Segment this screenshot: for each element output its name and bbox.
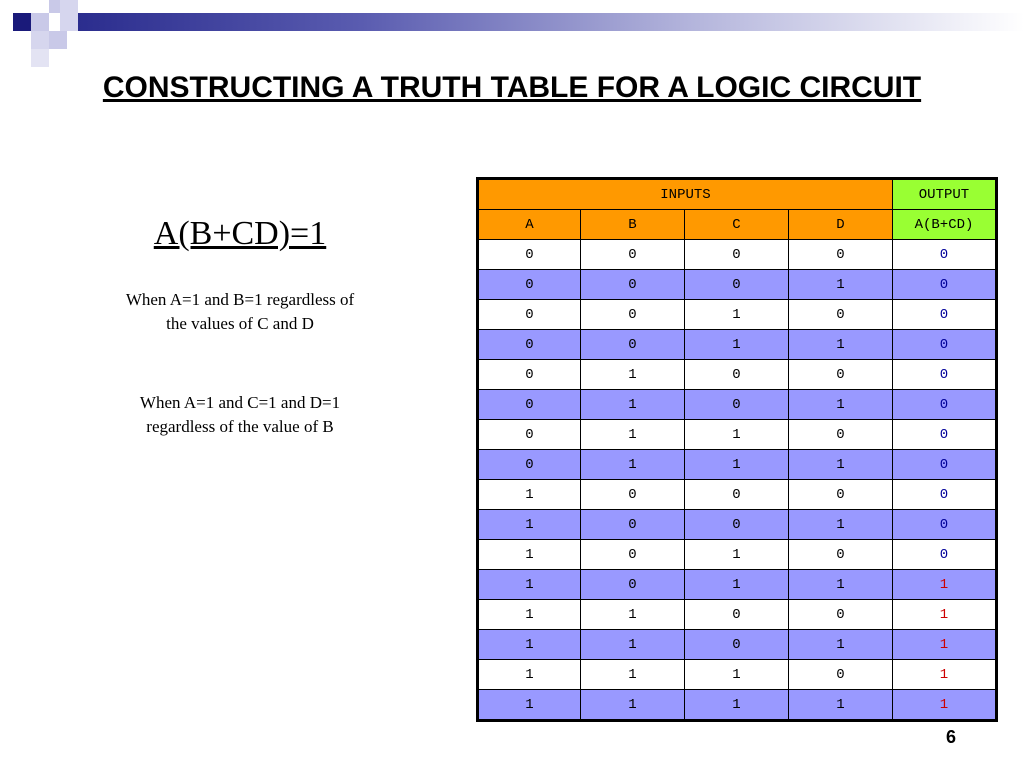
input-cell: 1	[581, 390, 685, 420]
column-header-row	[478, 210, 997, 240]
input-cell: 1	[685, 300, 789, 330]
ornament-square-dark	[13, 13, 31, 31]
input-cell: 1	[581, 450, 685, 480]
input-cell: 0	[581, 330, 685, 360]
output-cell: 0	[893, 480, 997, 510]
output-cell: 1	[893, 660, 997, 690]
input-cell: 1	[685, 420, 789, 450]
input-cell: 1	[478, 600, 581, 630]
input-cell: 1	[789, 330, 893, 360]
output-cell: 1	[893, 600, 997, 630]
input-cell: 1	[789, 630, 893, 660]
input-cell: 0	[478, 420, 581, 450]
input-cell: 1	[478, 540, 581, 570]
output-header: OUTPUT	[893, 179, 997, 210]
input-cell: 0	[478, 270, 581, 300]
input-cell: 0	[581, 300, 685, 330]
ornament-square-light	[31, 49, 49, 67]
input-cell: 1	[581, 690, 685, 721]
input-cell: 0	[581, 570, 685, 600]
column-header-a: A	[478, 210, 581, 240]
table-row	[478, 240, 997, 270]
slide-title: CONSTRUCTING A TRUTH TABLE FOR A LOGIC CIRCUIT	[102, 71, 922, 104]
input-cell: 1	[685, 570, 789, 600]
output-cell: 0	[893, 450, 997, 480]
table-row	[478, 600, 997, 630]
ornament-square-blank	[13, 31, 31, 49]
input-cell: 1	[789, 690, 893, 721]
table-row	[478, 360, 997, 390]
output-cell: 0	[893, 540, 997, 570]
column-header-d: D	[789, 210, 893, 240]
group-header-row	[478, 179, 997, 210]
truth-table	[476, 177, 998, 722]
input-cell: 1	[789, 390, 893, 420]
input-cell: 1	[685, 330, 789, 360]
table-row	[478, 690, 997, 721]
input-cell: 0	[478, 330, 581, 360]
input-cell: 1	[685, 540, 789, 570]
output-cell: 0	[893, 420, 997, 450]
page-number: 6	[946, 727, 957, 747]
input-cell: 1	[789, 570, 893, 600]
input-cell: 0	[478, 300, 581, 330]
output-cell: 1	[893, 570, 997, 600]
input-cell: 1	[478, 570, 581, 600]
output-cell: 0	[893, 240, 997, 270]
ornament-square-light	[49, 31, 67, 49]
output-cell: 0	[893, 360, 997, 390]
column-header-b: B	[581, 210, 685, 240]
output-cell: 0	[893, 510, 997, 540]
table-row	[478, 660, 997, 690]
input-cell: 0	[685, 360, 789, 390]
ornament-square-light	[31, 31, 49, 49]
input-cell: 1	[685, 690, 789, 721]
input-cell: 1	[478, 480, 581, 510]
input-cell: 0	[581, 240, 685, 270]
input-cell: 1	[789, 270, 893, 300]
table-row	[478, 420, 997, 450]
input-cell: 0	[685, 630, 789, 660]
input-cell: 1	[478, 690, 581, 721]
input-cell: 0	[789, 480, 893, 510]
table-row	[478, 510, 997, 540]
input-cell: 0	[789, 240, 893, 270]
output-cell: 0	[893, 270, 997, 300]
input-cell: 0	[685, 240, 789, 270]
input-cell: 0	[685, 390, 789, 420]
input-cell: 1	[685, 450, 789, 480]
input-cell: 0	[685, 270, 789, 300]
input-cell: 1	[581, 660, 685, 690]
input-cell: 0	[685, 600, 789, 630]
input-cell: 0	[478, 450, 581, 480]
table-row	[478, 270, 997, 300]
input-cell: 0	[789, 660, 893, 690]
table-row	[478, 570, 997, 600]
boolean-expression: A(B+CD)=1	[153, 215, 327, 252]
table-row	[478, 630, 997, 660]
input-cell: 1	[685, 660, 789, 690]
input-cell: 0	[581, 480, 685, 510]
note-condition-2: When A=1 and C=1 and D=1 regardless of the value of B	[139, 393, 341, 436]
output-cell: 1	[893, 690, 997, 721]
ornament-square-light	[31, 13, 49, 31]
input-cell: 1	[789, 510, 893, 540]
output-cell: 0	[893, 390, 997, 420]
input-cell: 1	[581, 600, 685, 630]
input-cell: 1	[581, 630, 685, 660]
table-row	[478, 330, 997, 360]
output-cell: 0	[893, 330, 997, 360]
column-header-output: A(B+CD)	[893, 210, 997, 240]
input-cell: 0	[789, 360, 893, 390]
column-header-c: C	[685, 210, 789, 240]
table-row	[478, 300, 997, 330]
truth-table-body	[478, 240, 997, 721]
input-cell: 0	[789, 420, 893, 450]
inputs-header: INPUTS	[478, 179, 893, 210]
input-cell: 1	[478, 510, 581, 540]
input-cell: 1	[581, 420, 685, 450]
output-cell: 1	[893, 630, 997, 660]
table-row	[478, 480, 997, 510]
note-condition-1: When A=1 and B=1 regardless of the values of C and D	[125, 290, 355, 333]
input-cell: 0	[478, 240, 581, 270]
input-cell: 1	[581, 360, 685, 390]
input-cell: 1	[789, 450, 893, 480]
input-cell: 0	[478, 390, 581, 420]
table-row	[478, 540, 997, 570]
input-cell: 0	[685, 510, 789, 540]
table-row	[478, 390, 997, 420]
ornament-square-light	[60, 0, 78, 31]
header-gradient-bar	[78, 13, 1024, 31]
input-cell: 0	[685, 480, 789, 510]
input-cell: 0	[789, 300, 893, 330]
input-cell: 0	[789, 540, 893, 570]
input-cell: 0	[581, 270, 685, 300]
input-cell: 0	[581, 540, 685, 570]
table-row	[478, 450, 997, 480]
input-cell: 0	[581, 510, 685, 540]
input-cell: 1	[478, 660, 581, 690]
output-cell: 0	[893, 300, 997, 330]
input-cell: 1	[478, 630, 581, 660]
input-cell: 0	[789, 600, 893, 630]
input-cell: 0	[478, 360, 581, 390]
